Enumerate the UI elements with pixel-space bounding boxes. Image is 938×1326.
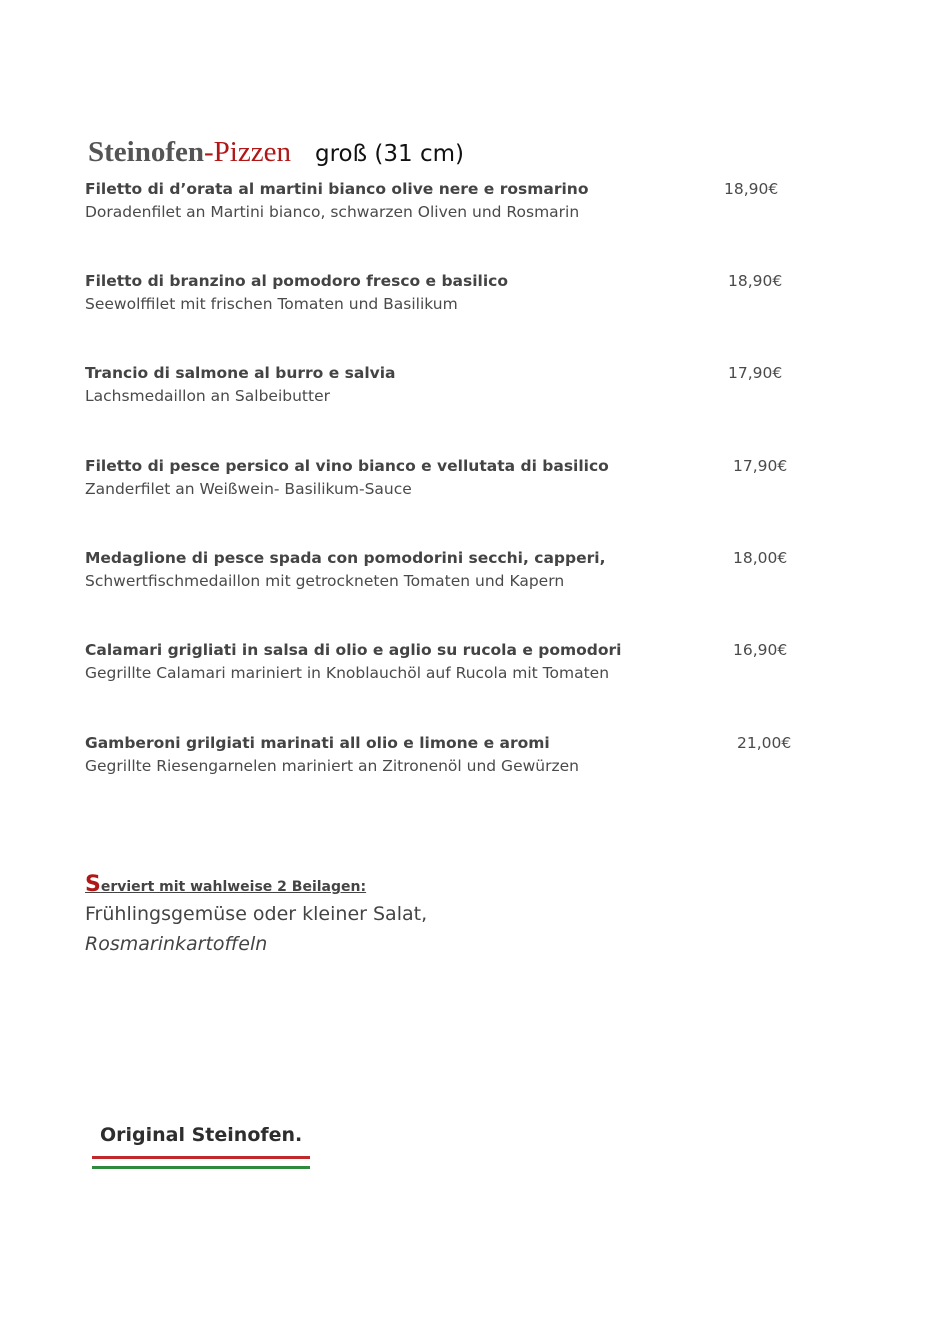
brand-logo (92, 1124, 310, 1169)
menu-item-description: Zanderfilet an Weißwein- Basilikum-Sauce (85, 480, 412, 498)
side-dish-option-1: Frühlingsgemüse oder kleiner Salat, (85, 903, 428, 925)
logo-red-stripe (92, 1156, 310, 1159)
menu-item-description: Doradenfilet an Martini bianco, schwarzen Oliven und Rosmarin (85, 203, 580, 221)
menu-item (85, 732, 805, 778)
side-dish-heading-text: erviert mit wahlweise 2 Beilagen: (100, 879, 367, 895)
menu-item-name: Filetto di branzino al pomodoro fresco e basilico (85, 272, 509, 290)
side-dish-heading-initial: S (85, 872, 101, 897)
menu-item-price: 16,90€ (733, 641, 788, 659)
side-dish-heading (85, 872, 427, 897)
menu-item (85, 455, 805, 501)
menu-item-description: Schwertfischmedaillon mit getrockneten Tomaten und Kapern (85, 572, 565, 590)
title-size: groß (31 cm) (314, 141, 464, 167)
menu-item (85, 639, 805, 685)
menu-item-price: 17,90€ (728, 364, 783, 382)
brand-logo-text: Original Steinofen. (100, 1124, 303, 1146)
menu-item-price: 21,00€ (737, 734, 792, 752)
menu-item (85, 547, 805, 593)
menu-item (85, 362, 805, 408)
menu-item-name: Medaglione di pesce spada con pomodorini secchi, capperi, (85, 549, 606, 567)
menu-item-price: 18,00€ (733, 549, 788, 567)
menu-item-description: Lachsmedaillon an Salbeibutter (85, 387, 330, 405)
title-steinofen: Steinofen (88, 136, 204, 168)
menu-item-name: Filetto di pesce persico al vino bianco e vellutata di basilico (85, 457, 609, 475)
menu-item (85, 270, 805, 316)
logo-green-stripe (92, 1166, 310, 1169)
menu-item-name: Gamberoni grilgiati marinati all olio e limone e aromi (85, 734, 550, 752)
menu-item (85, 178, 805, 224)
page-title (88, 136, 464, 169)
menu-item-description: Gegrillte Calamari mariniert in Knoblauchöl auf Rucola mit Tomaten (85, 664, 610, 682)
menu-item-name: Calamari grigliati in salsa di olio e aglio su rucola e pomodori (85, 641, 622, 659)
menu-item-price: 17,90€ (733, 457, 788, 475)
menu-item-price: 18,90€ (724, 180, 779, 198)
menu-item-name: Trancio di salmone al burro e salvia (85, 364, 396, 382)
menu-item-description: Gegrillte Riesengarnelen mariniert an Zitronenöl und Gewürzen (85, 757, 579, 775)
menu-item-name: Filetto di d’orata al martini bianco olive nere e rosmarino (85, 180, 589, 198)
side-dish-section (85, 872, 427, 955)
menu-item-price: 18,90€ (728, 272, 783, 290)
side-dish-option-2: Rosmarinkartoffeln (85, 933, 268, 955)
menu-item-description: Seewolffilet mit frischen Tomaten und Basilikum (85, 295, 458, 313)
title-pizzen: -Pizzen (204, 136, 291, 168)
